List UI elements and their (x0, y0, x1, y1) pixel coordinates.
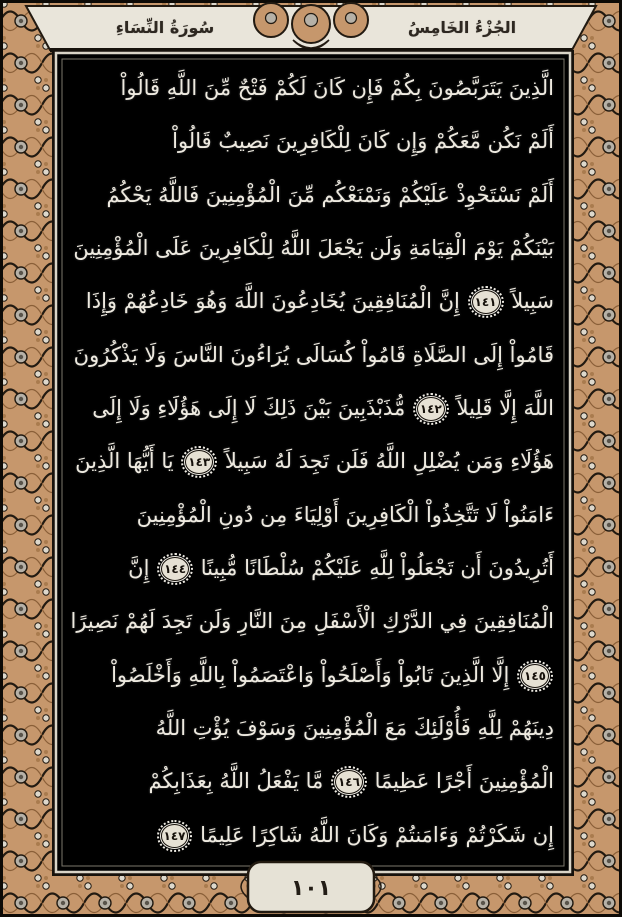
quran-line: هَؤُلَاءِ وَمَن يُضْلِلِ اللَّهُ فَلَن تَجِدَ لَهُ سَبِيلاً ١٤٣ يَا أَيُّهَا الَّذِينَ (75, 449, 554, 474)
ayah-number-marker: ١٤٦ (335, 770, 363, 794)
quran-line: ءَامَنُواْ لَا تَتَّخِذُواْ الْكَافِرِينَ أَوْلِيَاءَ مِن دُونِ الْمُؤْمِنِينَ (136, 502, 554, 527)
quran-line: الْمُؤْمِنِينَ أَجْرًا عَظِيمًا ١٤٦ مَّا يَفْعَلُ اللَّهُ بِعَذَابِكُمْ (148, 769, 554, 794)
quran-line: ١٤٥ إِلَّا الَّذِينَ تَابُواْ وَأَصْلَحُواْ وَاعْتَصَمُواْ بِاللَّهِ وَأَخْلَصُواْ (72, 649, 554, 702)
quran-line: سَبِيلاً ١٤١ إِنَّ الْمُنَافِقِينَ يُخَادِعُونَ اللَّهَ وَهُوَ خَادِعُهُمْ وَإِذَا (85, 289, 554, 314)
ayah-number-marker: ١٤٤ (161, 557, 189, 581)
ayah-number-marker: ١٤١ (472, 290, 500, 314)
juz-title: الجُزْءُ الخَامِسُ (407, 18, 517, 37)
quran-line: أَلَمْ نَكُن مَّعَكُمْ وَإِن كَانَ لِلْكَافِرِينَ نَصِيبٌ قَالُواْ (172, 129, 554, 154)
ayah-number-marker: ١٤٥ (521, 664, 549, 688)
quran-line: اللَّهَ إِلَّا قَلِيلاً ١٤٢ مُّذَبْذَبِينَ بَيْنَ ذَلِكَ لَا إِلَى هَؤُلَاءِ وَلَا إِلَى (92, 396, 554, 421)
quran-line: قَامُواْ إِلَى الصَّلَاةِ قَامُواْ كُسَالَى يُرَاءُونَ النَّاسَ وَلَا يَذْكُرُونَ (73, 342, 554, 367)
quran-line: أَتُرِيدُونَ أَن تَجْعَلُواْ لِلَّهِ عَلَيْكُمْ سُلْطَانًا مُّبِينًا ١٤٤ إِنَّ (128, 556, 554, 581)
ayah-number-marker: ١٤٧ (161, 824, 189, 848)
quran-line: الْمُنَافِقِينَ فِي الدَّرْكِ الْأَسْفَلِ مِنَ النَّارِ وَلَن تَجِدَ لَهُمْ نَصِيرًا (70, 609, 554, 634)
quran-line: إِن شَكَرْتُمْ وَءَامَنتُمْ وَكَانَ اللَّهُ شَاكِرًا عَلِيمًا ١٤٧ (72, 809, 554, 862)
surah-title: سُورَةُ النِّسَاءِ (115, 18, 215, 37)
quran-line: دِينَهُمْ لِلَّهِ فَأُوْلَئِكَ مَعَ الْمُؤْمِنِينَ وَسَوْفَ يُؤْتِ اللَّهُ (155, 716, 554, 741)
page-number: ١٠١ (290, 876, 332, 901)
ayah-number-marker: ١٤٢ (417, 397, 445, 421)
quran-line: بَيْنَكُمْ يَوْمَ الْقِيَامَةِ وَلَن يَجْعَلَ اللَّهُ لِلْكَافِرِينَ عَلَى الْمُؤْمِنِينَ (73, 236, 554, 261)
quran-line: أَلَمْ نَسْتَحْوِذْ عَلَيْكُمْ وَنَمْنَعْكُم مِّنَ الْمُؤْمِنِينَ فَاللَّهُ يَحْكُمُ (106, 182, 554, 207)
ayah-number-marker: ١٤٣ (185, 450, 213, 474)
quran-line: الَّذِينَ يَتَرَبَّصُونَ بِكُمْ فَإِن كَانَ لَكُمْ فَتْحٌ مِّنَ اللَّهِ قَالُواْ (120, 76, 554, 100)
quran-lines (72, 62, 554, 862)
